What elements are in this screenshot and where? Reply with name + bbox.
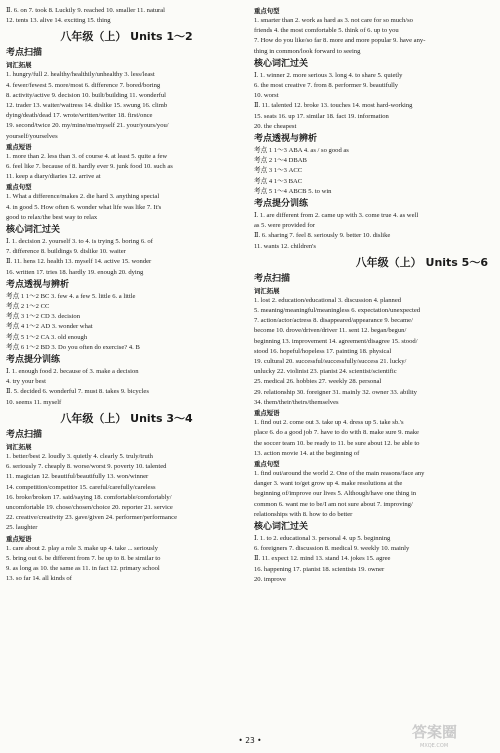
answer-line: 14. competition/competitor 15. careful/carefully/careless [6,483,156,491]
subsection-label: 词汇拓展 [6,442,32,451]
answer-line: 12. tents 13. alive 14. exciting 15. thing [6,17,111,25]
answer-line: 11. wants 12. children's [254,242,316,250]
answer-line: 10. worst [254,92,279,100]
answer-line: 13. action movie 14. at the beginning of [254,449,360,457]
answer-line: 13. so far 14. all kinds of [6,575,72,583]
answer-line: 6. foreigners 7. discussion 8. medical 9. weekly 10. mainly [254,545,410,553]
section-heading: 考点透视与辨析 [254,134,318,145]
section-heading: 考点提分训练 [254,199,309,210]
unit-heading: 八年级（上） Units 1～2 [60,30,193,44]
answer-line: relationships with 8. how to do better [254,510,353,518]
answer-line: 考点 6 1～2 BD 3. Do you often do exercise? 4. B [6,343,140,351]
answer-line: 考点 1 1～2 BC 3. few 4. a few 5. little 6. a little [6,292,136,300]
answer-line: 6. the most creative 7. from 8. performer 9. beautifully [254,82,399,90]
subsection-label: 重点句型 [254,7,280,15]
answer-line: 考点 4 1～3 BAC [254,177,303,185]
answer-line: danger 3. want to/get grow up 4. make resolutions at the [254,480,403,488]
answer-line: 考点 3 1～3 ACC [254,167,303,175]
section-heading: 考点提分训练 [6,355,61,366]
answer-line: 1. What a difference/makes 2. die hard 3. anything special [6,193,160,201]
answer-line: Ⅱ. 5. decided 6. wonderful 7. must 8. takes 9. bicycles [6,388,149,396]
answer-line: 15. seats 16. up 17. similar 18. fact 19. information [254,112,389,120]
answer-line: 11. keep a diary/diaries 12. arrive at [6,173,101,181]
answer-line: 7. difference 8. buildings 9. dislike 10. waiter [6,248,126,256]
answer-line: 29. relationship 30. foreigner 31. mainly 32. owner 33. ability [254,388,417,396]
answer-line: 12. trader 13. waiter/waitress 14. dislike 15. swung 16. climb [6,102,168,110]
answer-line: friends 4. the most comfortable 5. think of 6. up to you [254,27,399,35]
answer-line: 16. happening 17. pianist 18. scientists 19. owner [254,565,385,573]
answer-line: 1. find out/around the world 2. One of the main reasons/face any [254,469,425,477]
answer-line: 4. try your best [6,378,46,386]
answer-line: 5. bring out 6. be different from 7. be up to 8. be similar to [6,554,161,562]
answer-line: dying/death/dead 17. wrote/written/writer 18. first/once [6,112,153,120]
answer-line: the soccer team 10. be ready to 11. be sure about 12. be able to [254,439,420,447]
answer-line: good to relax/the best way to relax [6,213,98,221]
answer-line: 10. seems 11. myself [6,398,62,406]
section-heading: 考点扫描 [6,429,43,440]
answer-line: place 6. do a good job 7. have to do with 8. make sure 9. make [254,429,419,437]
answer-line: beginning 13. improvement 14. agreement/disagree 15. stood/ [254,337,418,345]
subsection-label: 重点句型 [254,459,280,468]
answer-line: yourself/yourselves [6,132,58,140]
answer-line: 19. second/twice 20. my/mine/me/myself 21. your/yours/you/ [6,122,169,130]
subsection-label: 词汇拓展 [254,286,280,295]
answer-line: 1. lost 2. education/educational 3. discussion 4. planned [254,296,402,304]
watermark-sub: MXQE.COM [420,743,449,749]
answer-line: 4. in good 5. How often 6. wonder what life was like 7. It's [6,203,162,211]
answer-line: 1. hungry/full 2. healthy/healthily/unhealthy 3. less/least [6,71,155,79]
answer-line: uncomfortable 19. chose/chosen/choice 20. reporter 21. service [6,503,173,511]
section-heading: 核心词汇过关 [6,225,61,236]
answer-line: 1. better/best 2. loudly 3. quietly 4. clearly 5. truly/truth [6,452,153,460]
answer-line: 考点 3 1～2 CD 3. decision [6,313,80,321]
unit-heading: 八年级（上） Units 3～4 [60,411,193,425]
answer-line: 考点 5 1～2 CA 3. old enough [6,333,88,341]
page-number: • 23 • [238,736,262,745]
subsection-label: 重点短语 [6,142,32,151]
answer-line: Ⅰ. 1. decision 2. yourself 3. to 4. is trying 5. boring 6. of [6,238,153,246]
answer-line: 25. laughter [6,524,38,532]
subsection-label: 重点句型 [6,183,32,192]
answer-line: stood 16. hopeful/hopeless 17. painting 18. physical [254,347,392,355]
section-heading: 核心词汇过关 [254,58,309,69]
answer-line: 25. medical 26. hobbies 27. weekly 28. personal [254,378,382,386]
answer-line: 4. fewer/fewest 5. more/most 6. difference 7. bored/boring [6,81,161,89]
answer-line: 8. activity/active 9. decision 10. built/building 11. wonderful [6,91,166,99]
answer-line: 34. them/their/theirs/themselves [254,398,339,406]
answer-line: Ⅱ. 6. sharing 7. feel 8. seriously 9. better 10. dislike [254,232,391,240]
answer-line: 6. seriously 7. cheaply 8. worse/worst 9. poverty 10. talented [6,463,167,471]
answer-line: 5. meaning/meaningful/meaningless 6. expectation/unexpected [254,307,421,315]
section-heading: 考点扫描 [254,273,291,284]
answer-line: 7. How do you like/so far 8. more and more popular 9. have any- [254,37,426,45]
answer-line: 考点 2 1～4 DBAB [254,157,307,165]
answer-line: beginning of/improve our lives 5. Although/have one thing in [254,490,417,498]
section-heading: 核心词汇过关 [254,521,309,532]
section-heading: 考点透视与辨析 [6,279,70,290]
answer-line: Ⅰ. 1. enough food 2. because of 3. make a decision [6,368,139,376]
answer-line: common 6. want me to be/I am not sure about 7. improving/ [254,500,413,508]
unit-heading: 八年级（上） Units 5～6 [355,255,488,269]
answer-line: 1. smarter than 2. work as hard as 3. not care for so much/so [254,17,413,24]
answer-line: 1. more than 2. less than 3. of course 4. at least 5. quite a few [6,152,168,160]
answer-line: 6. feel like 7. because of 8. hardly ever 9. junk food 10. such as [6,163,173,171]
answer-line: 20. the cheapest [254,122,297,130]
answer-line: Ⅰ. 1. winner 2. more serious 3. long 4. to share 5. quietly [254,71,403,79]
answer-line: Ⅱ. 11. talented 12. broke 13. touches 14. most hard-working [254,102,413,110]
answer-line: 7. action/actor/actress 8. disappeared/appearance 9. became/ [254,317,413,325]
subsection-label: 词汇拓展 [6,61,32,70]
answer-line: become 10. drove/driven/driver 11. sent 12. began/begun/ [254,327,407,335]
section-heading: 考点扫描 [6,48,43,59]
answer-line: 考点 4 1～2 AD 3. wonder what [6,323,93,331]
answer-line: 22. creative/creativity 23. gave/given 24. performer/performance [6,514,177,522]
answer-line: 11. magician 12. beautiful/beautifully 13. won/winner [6,473,149,481]
answer-line: Ⅱ. 11. expect 12. mind 13. stand 14. jokes 15. agree [254,555,391,563]
subsection-label: 重点短语 [254,409,280,418]
answer-line: 考点 1 1～3 ABA 4. as / so good as [254,147,349,155]
answer-line: 19. cultural 20. successful/successfully/success 21. lucky/ [254,358,407,366]
answer-line: Ⅰ. 1. are different from 2. came up with 3. come true 4. as well [254,212,419,220]
answer-line: 20. improve [254,575,286,583]
watermark-text: 答案圈 [412,723,458,741]
right-column [254,6,494,585]
answer-line: 16. written 17. tries 18. hardly 19. enough 20. dying [6,268,144,276]
answer-line: thing in common/look forward to seeing [254,47,361,55]
answer-line: 考点 5 1～4 ABCB 5. to win [254,187,332,195]
watermark-logo [410,720,496,750]
answer-line: 1. find out 2. come out 3. take up 4. dress up 5. take sb.'s [254,419,404,427]
answer-line: Ⅱ. 11. hens 12. health 13. myself 14. active 15. wonder [6,258,152,266]
answer-line: Ⅱ. 6. on 7. took 8. Luckily 9. reached 10. smaller 11. natural [6,7,165,14]
answer-line: 1. care about 2. play a role 3. make up 4. take ... seriously [6,544,158,552]
left-column [6,6,247,584]
answer-line: 考点 2 1～2 CC [6,303,50,311]
answer-line: 16. broke/broken 17. said/saying 18. comfortable/comfortably/ [6,493,172,501]
answer-line: as 5. were provided for [254,222,315,230]
answer-line: Ⅰ. 1. to 2. educational 3. personal 4. up 5. beginning [254,534,391,542]
answer-line: 9. as long as 10. the same as 11. in fact 12. primary school [6,564,160,572]
answer-line: unlucky 22. violinist 23. pianist 24. scientist/scientific [254,368,397,376]
subsection-label: 重点短语 [6,534,32,543]
